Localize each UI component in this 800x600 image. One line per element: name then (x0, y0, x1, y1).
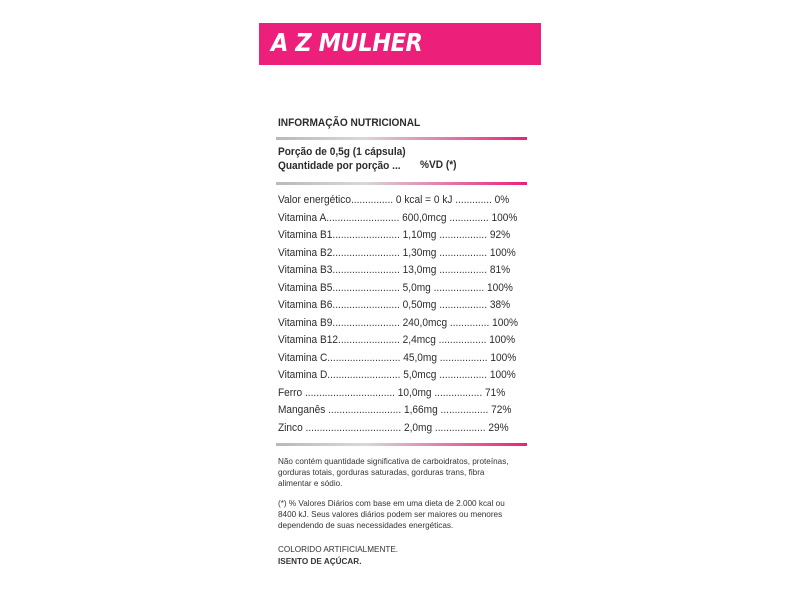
nutrient-row-vitamin-b3: Vitamina B3........................ 13,0mg ................. 81% (278, 264, 511, 276)
nutrient-row-vitamin-d: Vitamina D.......................... 5,0mcg ................. 100% (278, 369, 516, 381)
nutrient-list (278, 192, 528, 437)
brand-title: A Z MULHER (271, 28, 423, 57)
vd-header: %VD (*) (420, 159, 457, 171)
nutrient-row-vitamin-b9: Vitamina B9........................ 240,0mcg .............. 100% (278, 316, 518, 329)
nutrient-row-vitamin-b2: Vitamina B2........................ 1,30mg ................. 100% (278, 246, 516, 259)
divider-bottom (276, 443, 527, 446)
divider-middle (276, 182, 527, 185)
nutrient-row-vitamin-a: Vitamina A.......................... 600,0mcg .............. 100% (278, 211, 518, 224)
nutrient-row-vitamin-b5: Vitamina B5........................ 5,0mg .................. 100% (278, 281, 513, 294)
nutrition-heading: INFORMAÇÃO NUTRICIONAL (278, 117, 421, 129)
nutrient-row-iron: Ferro ................................ 10,0mg ................. 71% (278, 386, 506, 399)
portion-size: Porção de 0,5g (1 cápsula) (278, 146, 406, 158)
nutrient-row-vitamin-b12: Vitamina B12...................... 2,4mcg ................. 100% (278, 334, 516, 346)
nutrient-row-zinc: Zinco .................................. 2,0mg .................. 29% (278, 421, 509, 434)
nutrient-row-vitamin-b6: Vitamina B6........................ 0,50mg ................. 38% (278, 299, 511, 311)
note-coloring: COLORIDO ARTIFICIALMENTE. (278, 544, 399, 554)
note-sugar-free: ISENTO DE AÇÚCAR. (278, 556, 362, 566)
note-composition: Não contém quantidade significativa de carboidratos, proteínas, gorduras totais, gorduras saturadas, gorduras trans, fibra alimentar e sódio. (278, 456, 509, 488)
nutrition-facts-panel (270, 110, 530, 580)
nutrient-row-manganese: Manganês .......................... 1,66mg ................. 72% (278, 404, 512, 416)
nutrient-row-energy: Valor energético............... 0 kcal = 0 kJ ............. 0% (278, 194, 510, 206)
brand-banner (259, 23, 541, 65)
nutrient-row-vitamin-c: Vitamina C.......................... 45,0mg ................. 100% (278, 351, 517, 364)
nutrient-row-vitamin-b1: Vitamina B1........................ 1,10mg ................. 92% (278, 229, 511, 241)
note-daily-values: (*) % Valores Diários com base em uma dieta de 2.000 kcal ou 8400 kJ. Seus valores diários podem ser maiores ou menores dependendo de suas necessidades energéticas. (278, 498, 505, 530)
portion-info (278, 145, 406, 173)
divider-top (276, 137, 527, 140)
quantity-per-portion: Quantidade por porção ... (278, 160, 401, 172)
